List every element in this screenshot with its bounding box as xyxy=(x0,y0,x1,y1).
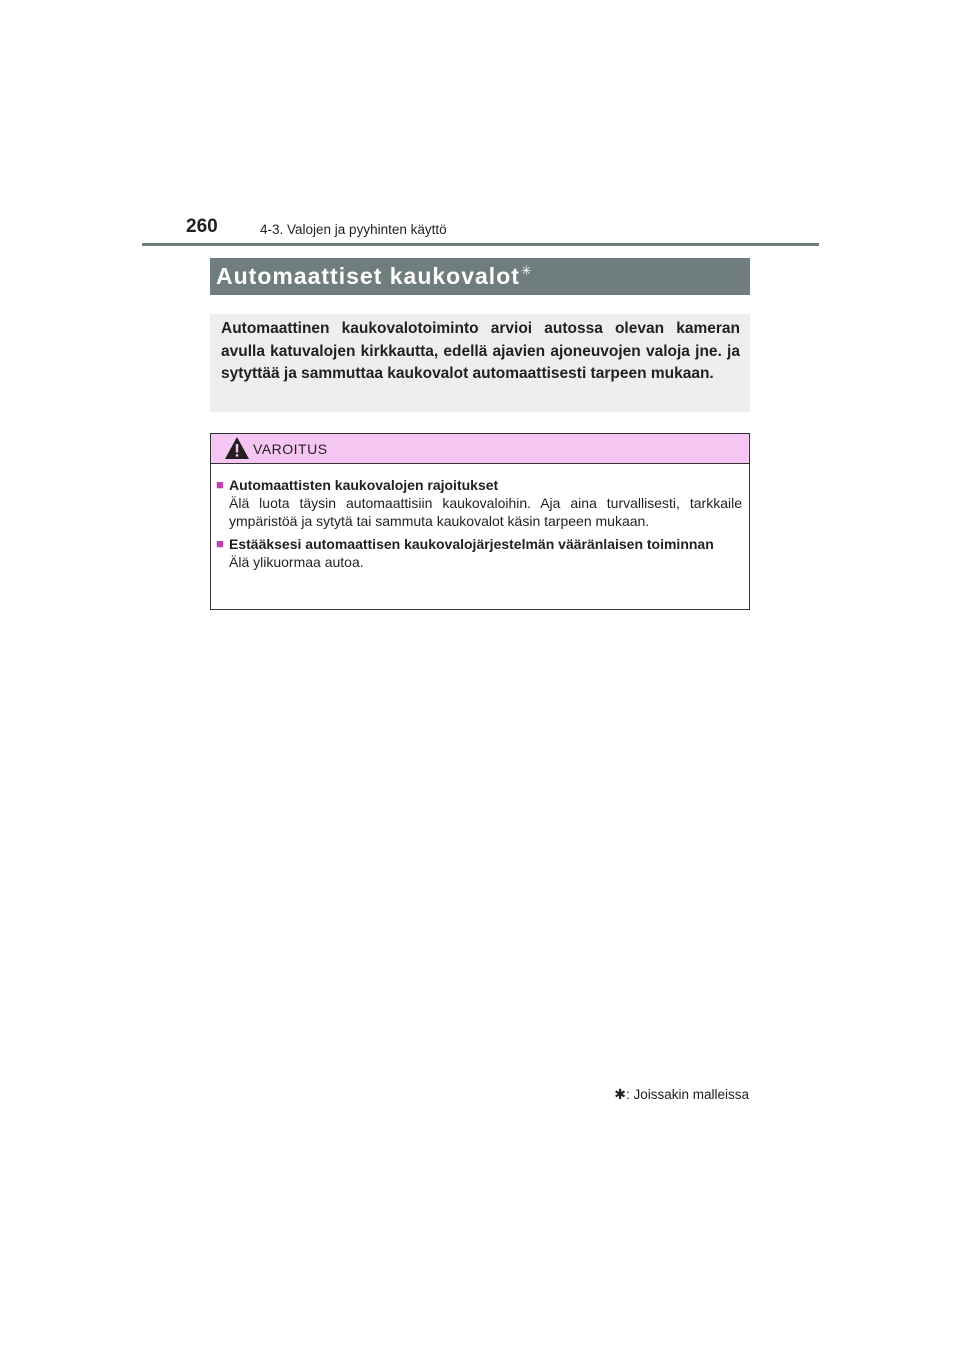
intro-box xyxy=(210,314,750,412)
asterisk-marker: ✳ xyxy=(520,263,532,278)
footnote xyxy=(614,1086,749,1103)
square-bullet-icon: ■ xyxy=(216,536,224,551)
warning-body xyxy=(211,464,749,571)
warning-item-text: Älä luota täysin automaattisiin kaukovaloihin. Aja aina turvallisesti, tarkkaile ympäristöä ja sytytä tai sammuta kaukovalot käsin tarpeen mukaan. xyxy=(229,495,742,529)
warning-header xyxy=(211,434,749,464)
footnote-text: : Joissakin malleissa xyxy=(625,1087,749,1102)
warning-item-heading-row xyxy=(216,535,742,553)
section-reference: 4-3. Valojen ja pyyhinten käyttö xyxy=(260,222,447,237)
warning-item-text: Älä ylikuormaa autoa. xyxy=(229,554,364,570)
header-rule xyxy=(142,243,819,246)
warning-box xyxy=(210,433,750,610)
warning-item-heading: Automaattisten kaukovalojen rajoitukset xyxy=(229,477,499,493)
warning-item xyxy=(216,476,742,530)
section-title-bar xyxy=(210,258,750,295)
page-number: 260 xyxy=(186,216,218,237)
warning-item xyxy=(216,535,742,571)
section-title: Automaattiset kaukovalot xyxy=(216,263,520,289)
warning-item-heading: Estääksesi automaattisen kaukovalojärjestelmän vääränlaisen toiminnan xyxy=(229,536,714,552)
asterisk-marker: ✱ xyxy=(614,1086,626,1102)
warning-label: VAROITUS xyxy=(253,441,328,457)
intro-text: Automaattinen kaukovalotoiminto arvioi autossa olevan kameran avulla katuvalojen kirkkautta, edellä ajavien ajoneuvojen valoja jne. ja sytyttää ja sammuttaa kaukovalot automaattisesti tarpeen mukaan. xyxy=(221,320,740,382)
warning-triangle-icon xyxy=(224,436,250,460)
square-bullet-icon: ■ xyxy=(216,477,224,492)
warning-item-heading-row xyxy=(216,476,742,494)
